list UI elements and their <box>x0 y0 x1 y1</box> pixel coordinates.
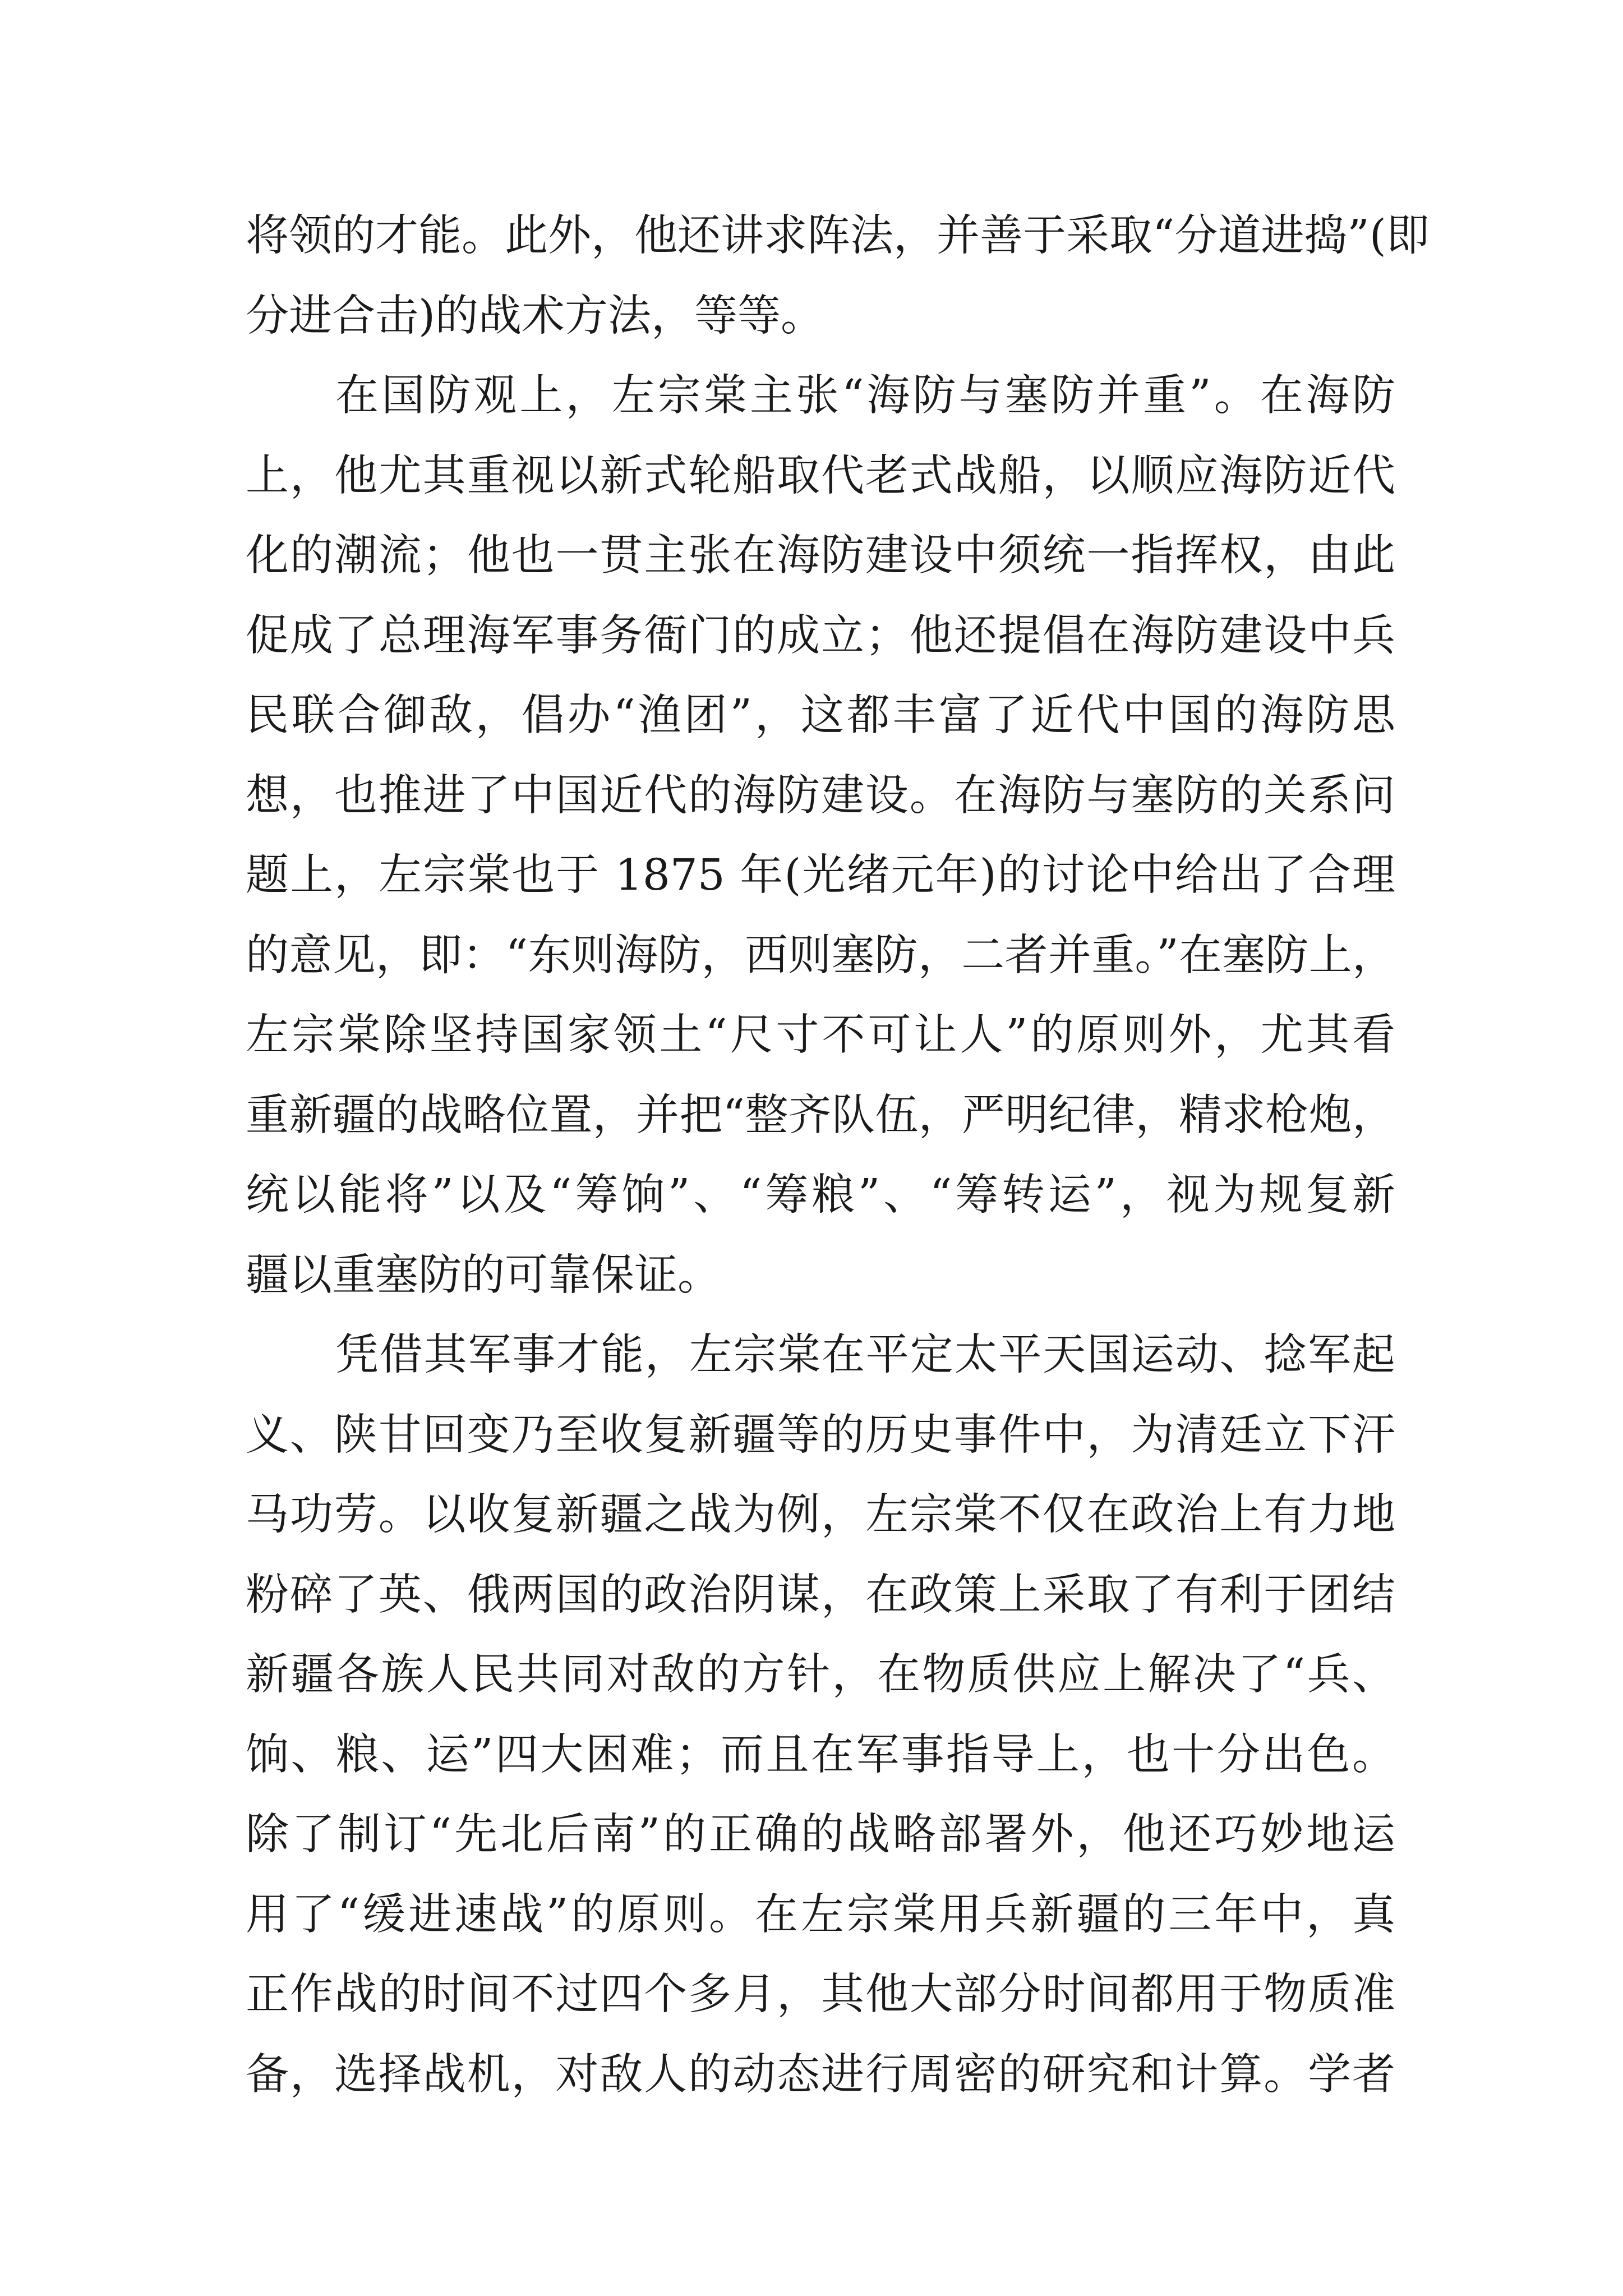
text-line: 粉碎了英、俄两国的政治阴谋，在政策上采取了有利于团结 <box>246 1570 1395 1620</box>
text-line: 想，也推进了中国近代的海防建设。在海防与塞防的关系问 <box>246 770 1395 821</box>
text-line: 重新疆的战略位置，并把“整齐队伍，严明纪律，精求枪炮， <box>246 1090 1395 1140</box>
text-line: 的意见，即：“东则海防，西则塞防，二者并重。”在塞防上， <box>246 930 1395 981</box>
text-line: 题上，左宗棠也于 1875 年(光绪元年)的讨论中给出了合理 <box>246 850 1395 900</box>
text-line: 正作战的时间不过四个多月，其他大部分时间都用于物质准 <box>246 1970 1395 2019</box>
text-line: 用了“缓进速战”的原则。在左宗棠用兵新疆的三年中，真 <box>246 1889 1395 1940</box>
text-line: 分进合击)的战术方法，等等。 <box>246 291 824 341</box>
text-line: 备，选择战机，对敌人的动态进行周密的研究和计算。学者 <box>246 2049 1395 2100</box>
text-line: 马功劳。以收复新疆之战为例，左宗棠不仅在政治上有力地 <box>246 1490 1395 1540</box>
body-text <box>246 196 1430 2115</box>
text-line: 民联合御敌，倡办“渔团”，这都丰富了近代中国的海防思 <box>246 691 1395 740</box>
text-line: 促成了总理海军事务衙门的成立；他还提倡在海防建设中兵 <box>246 610 1395 661</box>
text-line: 除了制订“先北后南”的正确的战略部署外，他还巧妙地运 <box>246 1810 1395 1860</box>
text-line: 上，他尤其重视以新式轮船取代老式战船，以顺应海防近代 <box>246 450 1395 501</box>
paragraph-start-line: 凭借其军事才能，左宗棠在平定太平天国运动、捻军起 <box>335 1330 1395 1380</box>
text-line: 饷、粮、运”四大困难；而且在军事指导上，也十分出色。 <box>246 1729 1395 1780</box>
text-line: 统以能将”以及“筹饷”、“筹粮”、“筹转运”，视为规复新 <box>246 1170 1395 1220</box>
text-line: 新疆各族人民共同对敌的方针，在物质供应上解决了“兵、 <box>246 1650 1395 1700</box>
paragraph-start-line: 在国防观上，左宗棠主张“海防与塞防并重”。在海防 <box>335 371 1395 421</box>
text-line: 左宗棠除坚持国家领土“尺寸不可让人”的原则外，尤其看 <box>246 1010 1395 1060</box>
text-line: 化的潮流；他也一贯主张在海防建设中须统一指挥权，由此 <box>246 531 1395 581</box>
text-line: 将领的才能。此外，他还讲求阵法，并善于采取“分道进捣”(即 <box>246 211 1430 261</box>
text-line: 义、陕甘回变乃至收复新疆等的历史事件中，为清廷立下汗 <box>246 1410 1395 1460</box>
text-line: 疆以重塞防的可靠保证。 <box>246 1250 721 1300</box>
